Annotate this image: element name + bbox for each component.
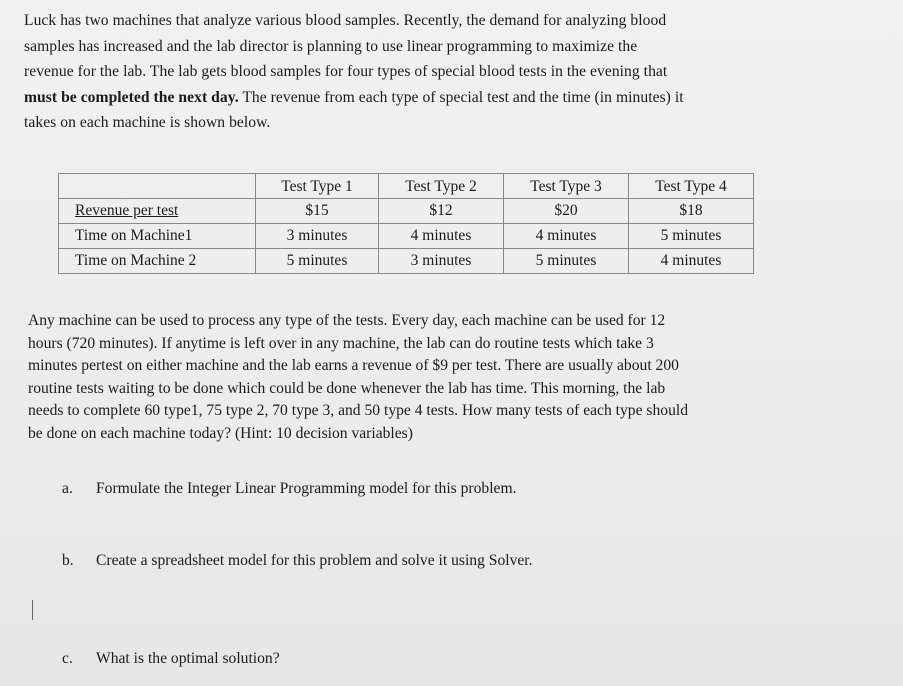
table-cell: $12 xyxy=(379,199,504,224)
row-label-machine1: Time on Machine1 xyxy=(59,224,256,249)
table-row xyxy=(59,199,754,224)
question-a xyxy=(62,480,517,498)
table-header-cell: Test Type 1 xyxy=(256,174,379,199)
table-cell: $18 xyxy=(629,199,754,224)
body-line: minutes pertest on either machine and the lab earns a revenue of $9 per test. There are usually about 200 xyxy=(28,357,679,374)
intro-line-rest: The revenue from each type of special test and the time (in minutes) it xyxy=(238,88,684,106)
body-line: Any machine can be used to process any type of the tests. Every day, each machine can be used for 12 xyxy=(28,312,666,329)
question-letter: a. xyxy=(62,480,73,497)
question-text: What is the optimal solution? xyxy=(96,650,280,667)
test-data-table xyxy=(58,173,754,274)
text-cursor xyxy=(32,600,33,620)
table-corner-cell xyxy=(59,174,256,199)
body-line: hours (720 minutes). If anytime is left over in any machine, the lab can do routine tests which take 3 xyxy=(28,334,654,352)
table-row xyxy=(59,224,754,249)
table-cell: 4 minutes xyxy=(629,249,754,274)
question-text: Create a spreadsheet model for this problem and solve it using Solver. xyxy=(96,552,533,569)
body-line: be done on each machine today? (Hint: 10 decision variables) xyxy=(28,424,413,442)
intro-bold-text: must be completed the next day. xyxy=(24,88,239,106)
row-label-revenue xyxy=(59,199,256,224)
intro-line xyxy=(24,85,896,111)
table-cell: 4 minutes xyxy=(379,224,504,249)
table-row xyxy=(59,249,754,274)
table-cell: 3 minutes xyxy=(379,249,504,274)
body-line: needs to complete 60 type1, 75 type 2, 70 type 3, and 50 type 4 tests. How many tests of each type should xyxy=(28,402,689,419)
table-cell: 5 minutes xyxy=(256,249,379,274)
table-cell: 3 minutes xyxy=(256,224,379,249)
question-c xyxy=(62,650,280,668)
table-cell: 5 minutes xyxy=(504,249,629,274)
question-b xyxy=(62,552,533,570)
body-paragraph xyxy=(28,310,896,445)
table-cell: 5 minutes xyxy=(629,224,754,249)
intro-line: Luck has two machines that analyze various blood samples. Recently, the demand for analyzing blood xyxy=(24,12,667,29)
table-header-cell: Test Type 4 xyxy=(629,174,754,199)
intro-paragraph xyxy=(24,8,896,136)
table-header-row xyxy=(59,174,754,199)
row-label-text: Revenue per test xyxy=(75,202,179,219)
table-header-cell: Test Type 2 xyxy=(379,174,504,199)
question-letter: b. xyxy=(62,552,74,569)
intro-line: takes on each machine is shown below. xyxy=(24,114,271,131)
table-cell: $20 xyxy=(504,199,629,224)
intro-line: revenue for the lab. The lab gets blood samples for four types of special blood tests in the evening that xyxy=(24,63,668,80)
row-label-machine2: Time on Machine 2 xyxy=(59,249,256,274)
table-cell: $15 xyxy=(256,199,379,224)
table-header-cell: Test Type 3 xyxy=(504,174,629,199)
table-cell: 4 minutes xyxy=(504,224,629,249)
question-letter: c. xyxy=(62,650,73,667)
question-text: Formulate the Integer Linear Programming model for this problem. xyxy=(96,480,517,497)
intro-line: samples has increased and the lab director is planning to use linear programming to maximize the xyxy=(24,37,638,55)
body-line: routine tests waiting to be done which could be done whenever the lab has time. This morning, the lab xyxy=(28,379,666,397)
